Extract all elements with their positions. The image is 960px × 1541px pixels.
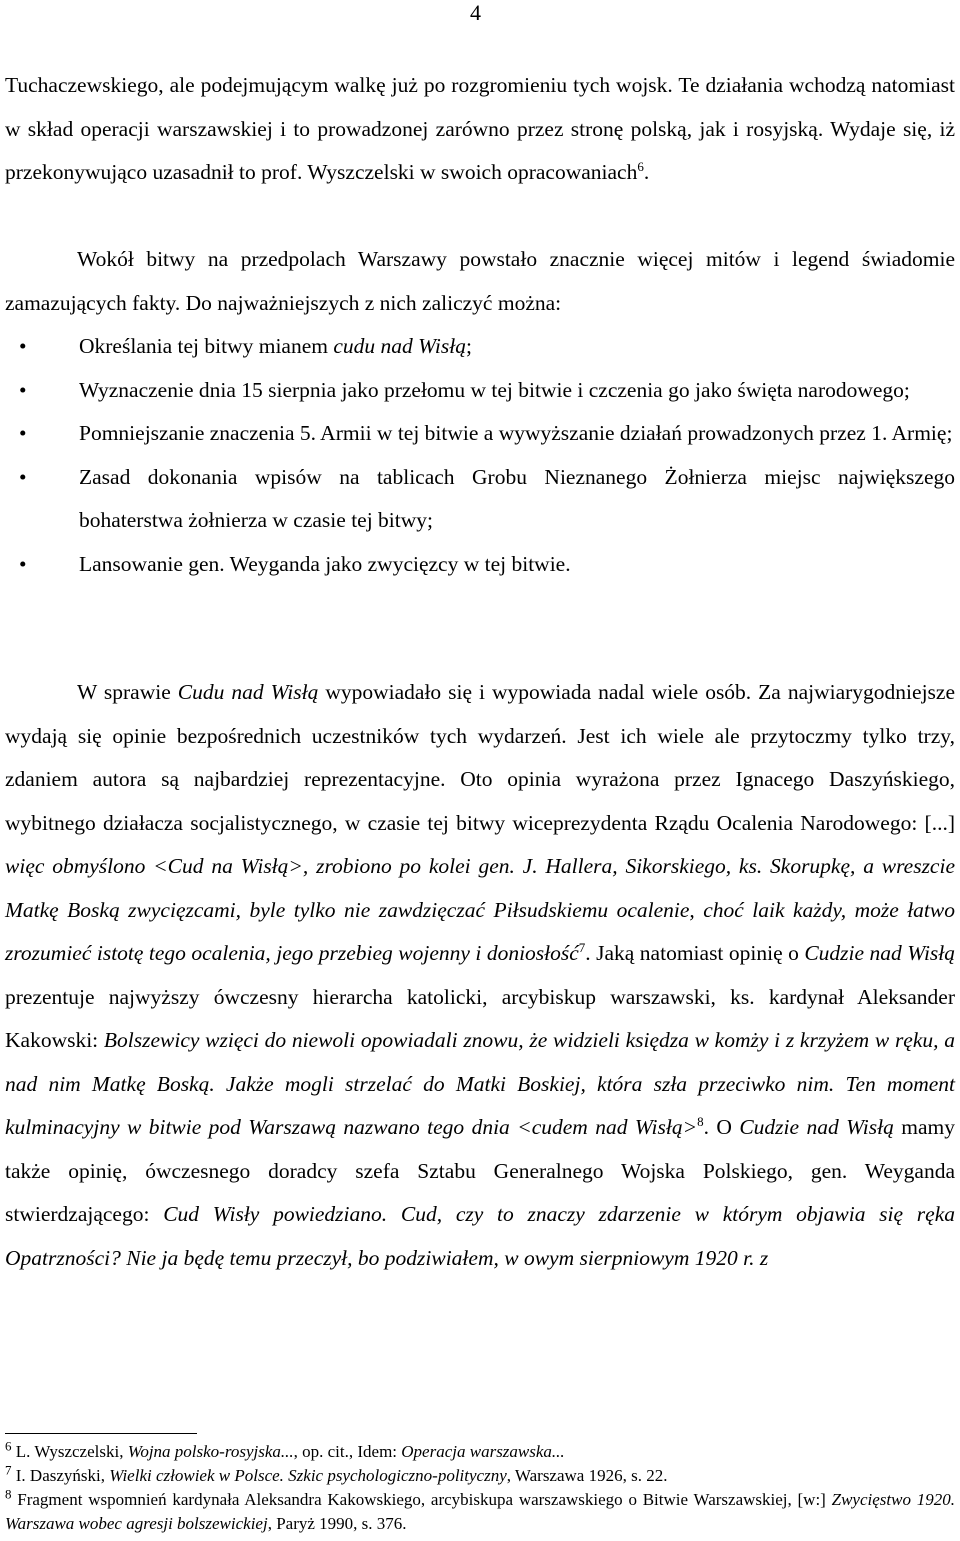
footnote-6-number: 6 [5, 1438, 12, 1454]
bullet-icon: • [19, 464, 27, 489]
list-item-text-a: Określania tej bitwy mianem [79, 334, 334, 358]
bullet-icon: • [19, 421, 27, 445]
footnote-ref-6: 6 [637, 158, 644, 174]
paragraph-1-text: Tuchaczewskiego, ale podejmującym walkę już po rozgromieniu tych wojsk. Te działania wchodzą natomiast w skład operacji warszawskiej i to prowadzonej zarówno przez stronę polską, jak i rosyjską. Wydaje się, iż przekonywująco uzasadnił to prof. Wyszczelski w swoich opracowaniach [5, 73, 955, 184]
p3-s2: Cudu nad Wisłą [177, 680, 319, 704]
p3-s1: W sprawie [77, 680, 178, 704]
footnote-8 [5, 1488, 955, 1536]
list-item-text: Pomniejszanie znaczenia 5. Armii w tej bitwie a wywyższanie działań prowadzonych przez 1. Armię; [79, 421, 953, 445]
paragraph-1-end: . [643, 160, 650, 184]
bullet-icon: • [19, 551, 27, 576]
p3-s11: mamy także opinię, ówczesnego doradcy szefa Sztabu Generalnego Wojska Polskiego, gen. Weyganda stwierdzającego: [5, 1115, 956, 1226]
list-item [5, 456, 955, 543]
footnote-ref-8: 8 [697, 1113, 704, 1129]
footnote-6-d: Operacja warszawska... [401, 1442, 565, 1461]
footnote-7-a: I. Daszyński, [11, 1466, 110, 1485]
footnote-7 [5, 1464, 955, 1488]
footnote-8-b: Zwycięstwo 1920. Warszawa wobec agresji bolszewickiej [5, 1490, 955, 1533]
bullet-icon: • [19, 334, 27, 358]
footnote-8-number: 8 [5, 1486, 12, 1502]
footnote-7-b: Wielki człowiek w Polsce. Szkic psychologiczno-polityczny [109, 1466, 507, 1485]
p3-quote-daszynski: więc obmyślono <Cud na Wisłą>, zrobiono po kolei gen. J. Hallera, Sikorskiego, ks. Skorupkę, a wreszcie Matkę Boską zwycięzcami, byle tylko nie zawdzięczać Piłsudskiemu ocalenie, choć laik każdy, może łatwo zrozumieć istotę tego ocalenia, jego przebieg wojenny i doniosłość [5, 854, 955, 965]
paragraph-2: Wokół bitwy na przedpolach Warszawy powstało znacznie więcej mitów i legend świadomie zamazujących fakty. Do najważniejszych z nich zaliczyć można: [5, 247, 955, 315]
bullet-icon: • [19, 377, 27, 402]
footnote-6-c: , op. cit., Idem: [293, 1442, 402, 1461]
footnote-ref-7: 7 [578, 939, 586, 955]
list-item-text-b: ; [465, 334, 472, 358]
list-item [5, 543, 955, 587]
footnote-6-b: Wojna polsko-rosyjska... [127, 1442, 294, 1461]
footnote-6-a: L. Wyszczelski, [11, 1442, 128, 1461]
p3-s3: wypowiadało się i wypowiada nadal wiele osób. Za najwiarygodniejsze wydają się opinie bezpośrednich uczestników tych wydarzeń. Jest ich wiele ale przytoczmy tylko trzy, zdaniem autora są najbardziej reprezentacyjne. Oto opinia wyrażona przez Ignacego Daszyńskiego, wybitnego działacza socjalistycznego, w czasie tej bitwy wiceprezydenta Rządu Ocalenia Narodowego: [...] [5, 680, 955, 835]
footnote-separator [5, 1433, 197, 1434]
list-item-text: Wyznaczenie dnia 15 sierpnia jako przełomu w tej bitwie i czczenia go jako święta narodowego; [79, 377, 910, 402]
list-item-text: Zasad dokonania wpisów na tablicach Grobu Nieznanego Żołnierza miejsc największego bohaterstwa żołnierza w czasie tej bitwy; [79, 464, 955, 532]
p3-s5: . Jaką natomiast opinię o [585, 941, 805, 965]
footnote-8-c: , Paryż 1990, s. 376. [267, 1514, 407, 1533]
list-item [5, 412, 955, 456]
footnote-6 [5, 1440, 955, 1464]
p3-quote-kakowski: Bolszewicy wzięci do niewoli opowiadali znowu, że widzieli księdza w komży i z krzyżem w ręku, a nad nim Matkę Boską. Jakże mogli strzelać do Matki Boskiej, która szła przeciwko nim. Ten moment kulminacyjny w bitwie pod Warszawą nazwano tego dnia <cudem nad Wisłą> [5, 1028, 955, 1139]
p3-s9: . O [703, 1115, 740, 1139]
p3-s7: prezentuje najwyższy ówczesny hierarcha katolicki, arcybiskup warszawski, ks. kardynał Aleksander Kakowski: [5, 984, 955, 1052]
footnote-8-a: Fragment wspomnień kardynała Aleksandra Kakowskiego, arcybiskupa warszawskiego o Bitwie Warszawskiej, [w:] [11, 1490, 832, 1509]
p3-s10: Cudzie nad Wisłą [739, 1115, 894, 1139]
paragraph-3 [5, 671, 955, 1280]
list-item-text: Lansowanie gen. Weyganda jako zwycięzcy w tej bitwie. [79, 551, 571, 576]
list-item [5, 369, 955, 413]
p3-s6: Cudzie nad Wisłą [804, 941, 956, 965]
list-item [5, 325, 955, 369]
p3-quote-weygand: Cud Wisły powiedziano. Cud, czy to znaczy zdarzenie w którym objawia się ręka Opatrzności? Nie ja będę temu przeczył, bo podziwiałem, w owym sierpniowym 1920 r. z [5, 1202, 955, 1270]
footnote-7-number: 7 [5, 1462, 12, 1478]
footnotes [5, 1440, 955, 1536]
footnote-7-c: , Warszawa 1926, s. 22. [506, 1466, 668, 1485]
page-number: 4 [470, 0, 481, 25]
myth-list [5, 325, 955, 586]
list-item-italic: cudu nad Wisłą [333, 334, 466, 358]
paragraph-1 [5, 64, 955, 195]
